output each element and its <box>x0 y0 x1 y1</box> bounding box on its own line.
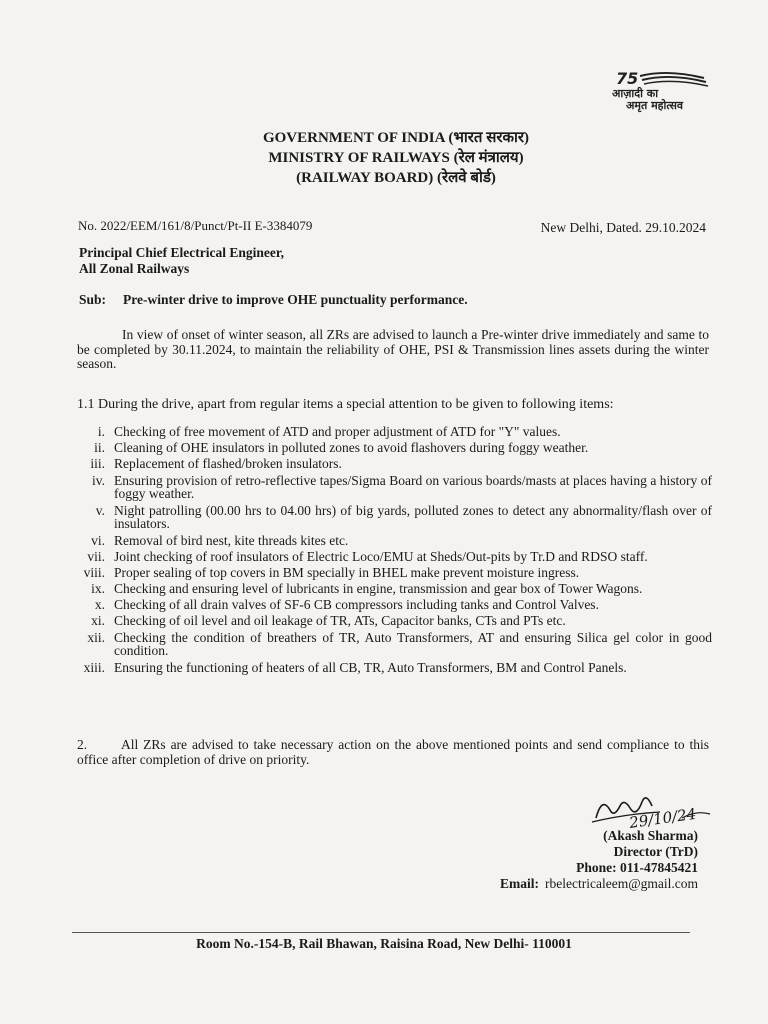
signatory-email <box>500 876 698 892</box>
list-item-number: ii. <box>94 440 105 456</box>
list-item <box>62 550 712 564</box>
list-item-number: xii. <box>87 629 105 645</box>
list-item <box>62 598 712 612</box>
signatory-designation: Director (TrD) <box>613 844 698 859</box>
list-item-number: iii. <box>90 456 105 472</box>
list-item-text: Checking of oil level and oil leakage of TR, ATs, Capacitor banks, CTs and PTs etc. <box>114 613 566 629</box>
email-address: rbelectricaleem@gmail.com <box>545 876 698 891</box>
addressee-line2: All Zonal Railways <box>79 261 190 276</box>
checklist <box>62 425 712 677</box>
signature-block <box>576 828 698 876</box>
letterhead-board: (RAILWAY BOARD) (रेलवे बोर्ड) <box>296 170 496 186</box>
signatory-name: (Akash Sharma) <box>603 828 698 843</box>
list-item <box>62 631 712 659</box>
list-item-text: Checking of all drain valves of SF-6 CB compressors including tanks and Control Valves. <box>114 597 599 613</box>
closing-paragraph-number: 2. <box>77 737 88 752</box>
addressee <box>79 245 284 277</box>
handwritten-signature <box>586 784 716 834</box>
list-item <box>62 425 712 439</box>
letterhead-government: GOVERNMENT OF INDIA (भारत सरकार) <box>262 130 530 146</box>
list-item-text: Checking and ensuring level of lubricants in engine, transmission and gear box of Tower Wagons. <box>114 581 643 597</box>
list-item-text: Night patrolling (00.00 hrs to 04.00 hrs) of big yards, polluted zones to detect any abnormality/flash over of insulators. <box>114 502 712 532</box>
list-item-text: Ensuring provision of retro-reflective tapes/Sigma Board on various boards/masts at places having a history of foggy weather. <box>114 472 712 502</box>
logo-caption-line1: आज़ादी का <box>612 87 659 100</box>
list-item-number: i. <box>97 424 105 439</box>
closing-paragraph-text: All ZRs are advised to take necessary action on the above mentioned points and send compliance to this office after completion of drive on priority. <box>77 737 709 767</box>
signatory-phone: Phone: 011-47845421 <box>576 860 698 875</box>
drive-intro-paragraph: 1.1 During the drive, apart from regular items a special attention to be given to following items: <box>77 397 614 412</box>
subject-label: Sub: <box>79 292 107 307</box>
list-item <box>62 661 712 675</box>
list-item <box>62 566 712 580</box>
list-item-number: xiii. <box>83 659 105 675</box>
list-item <box>62 614 712 628</box>
subject-line <box>79 292 468 308</box>
closing-paragraph <box>77 738 709 767</box>
intro-paragraph: In view of onset of winter season, all ZRs are advised to launch a Pre-winter drive immediately and same to be completed by 30.11.2024, to maintain the reliability of OHE, PSI & Transmission lines assets during the winter season. <box>77 327 709 371</box>
list-item-text: Checking the condition of breathers of TR, Auto Transformers, AT and ensuring Silica gel color in good condition. <box>114 629 712 659</box>
list-item-number: vii. <box>87 548 105 564</box>
list-item-text: Ensuring the functioning of heaters of all CB, TR, Auto Transformers, BM and Control Panels. <box>114 659 627 675</box>
list-item <box>62 534 712 548</box>
svg-text:75: 75 <box>616 70 639 88</box>
list-item-text: Checking of free movement of ATD and proper adjustment of ATD for "Y" values. <box>114 424 561 439</box>
list-item <box>62 457 712 471</box>
list-item-number: viii. <box>83 564 105 580</box>
handwritten-date: 29/10/24 <box>628 804 698 832</box>
list-item-number: x. <box>94 597 105 613</box>
list-item-number: vi. <box>91 532 105 548</box>
subject-text: Pre-winter drive to improve OHE punctuality performance. <box>123 292 468 307</box>
list-item-text: Replacement of flashed/broken insulators. <box>114 456 342 472</box>
list-item-number: v. <box>95 502 105 518</box>
reference-number: No. 2022/EEM/161/8/Punct/Pt-II E-3384079 <box>78 218 313 233</box>
addressee-line1: Principal Chief Electrical Engineer, <box>79 245 284 260</box>
email-label: Email: <box>500 876 540 891</box>
list-item <box>62 582 712 596</box>
letterhead-ministry: MINISTRY OF RAILWAYS (रेल मंत्रालय) <box>268 150 524 166</box>
list-item-text: Cleaning of OHE insulators in polluted zones to avoid flashovers during foggy weather. <box>114 440 589 456</box>
list-item <box>62 504 712 532</box>
logo-caption-line2: अमृत महोत्सव <box>626 99 684 112</box>
list-item <box>62 441 712 455</box>
list-item-number: iv. <box>92 472 105 488</box>
list-item <box>62 474 712 502</box>
list-item-text: Proper sealing of top covers in BM specially in BHEL make prevent moisture ingress. <box>114 564 580 580</box>
footer-divider <box>72 932 690 933</box>
footer-address: Room No.-154-B, Rail Bhawan, Raisina Road, New Delhi- 110001 <box>196 936 572 951</box>
list-item-number: ix. <box>91 581 105 597</box>
logo-caption <box>612 88 683 112</box>
letterhead <box>0 128 768 188</box>
list-item-number: xi. <box>91 613 105 629</box>
letter-date: New Delhi, Dated. 29.10.2024 <box>540 220 706 235</box>
list-item-text: Removal of bird nest, kite threads kites etc. <box>114 532 349 548</box>
list-item-text: Joint checking of roof insulators of Electric Loco/EMU at Sheds/Out-pits by Tr.D and RDSO staff. <box>114 548 648 564</box>
